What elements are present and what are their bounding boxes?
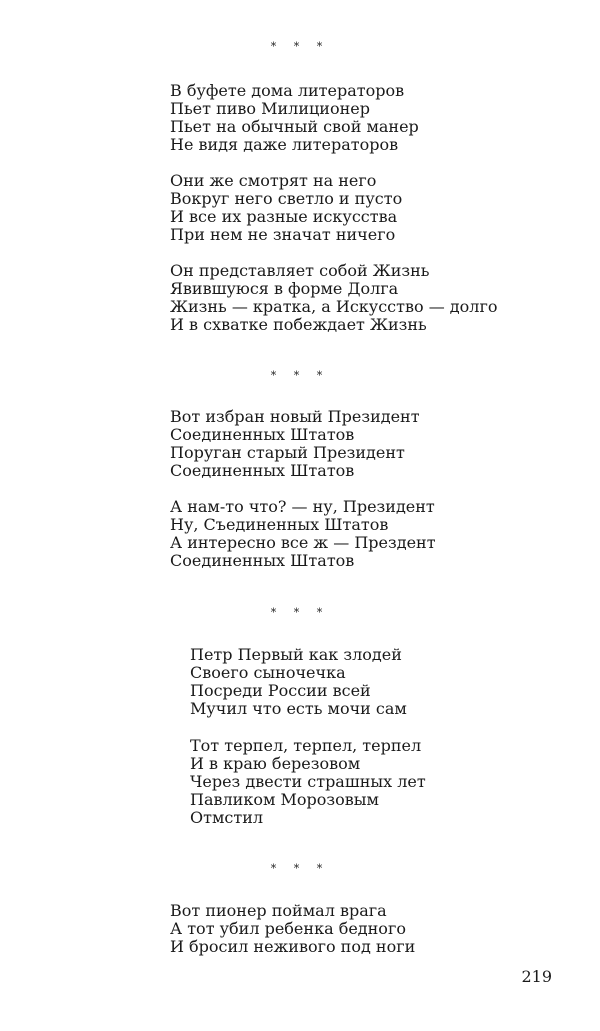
poem-line: А интересно все ж — Прездент xyxy=(170,533,436,552)
poem-line: Пьет пиво Милиционер xyxy=(170,99,370,118)
poem-line: Он представляет собой Жизнь xyxy=(170,261,430,280)
poem1-stanza1 xyxy=(170,82,419,154)
poem-line: Соединенных Штатов xyxy=(170,425,355,444)
poem-line: Вокруг него светло и пусто xyxy=(170,189,403,208)
poem-line: А нам-то что? — ну, Президент xyxy=(170,497,435,516)
poem1-stanza2 xyxy=(170,172,402,244)
section-separator: * * * xyxy=(270,369,330,382)
section-separator: * * * xyxy=(270,862,330,875)
poem-line: А тот убил ребенка бедного xyxy=(170,919,406,938)
section-separator: * * * xyxy=(270,40,330,53)
poem-line: При нем не значат ничего xyxy=(170,225,396,244)
poem-line: И в схватке побеждает Жизнь xyxy=(170,315,427,334)
poem-line: Своего сыночечка xyxy=(190,663,346,682)
poem-line: Вот избран новый Президент xyxy=(170,407,420,426)
poem1-stanza3 xyxy=(170,262,497,334)
poem-line: Павликом Морозовым xyxy=(190,790,379,809)
poem-line: И в краю березовом xyxy=(190,754,361,773)
poem-line: Посреди России всей xyxy=(190,681,371,700)
poem-line: Пьет на обычный свой манер xyxy=(170,117,419,136)
poem3-stanza1 xyxy=(190,646,407,718)
poem-line: И все их разные искусства xyxy=(170,207,398,226)
poem-line: Мучил что есть мочи сам xyxy=(190,699,407,718)
poem-line: Явившуюся в форме Долга xyxy=(170,279,399,298)
poem-line: Ну, Съединенных Штатов xyxy=(170,515,389,534)
poem-line: В буфете дома литераторов xyxy=(170,81,405,100)
poem4-stanza1 xyxy=(170,902,415,956)
poem-line: И бросил неживого под ноги xyxy=(170,937,416,956)
poem-line: Они же смотрят на него xyxy=(170,171,377,190)
poem-line: Отмстил xyxy=(190,808,264,827)
poem-line: Тот терпел, терпел, терпел xyxy=(190,736,422,755)
poem3-stanza2 xyxy=(190,737,426,827)
poem-line: Не видя даже литераторов xyxy=(170,135,399,154)
poem-line: Через двести страшных лет xyxy=(190,772,426,791)
section-separator: * * * xyxy=(270,606,330,619)
poem2-stanza2 xyxy=(170,498,436,570)
poem-line: Соединенных Штатов xyxy=(170,551,355,570)
page-number: 219 xyxy=(521,967,552,986)
poem-line: Жизнь — кратка, а Искусство — долго xyxy=(170,297,498,316)
poem2-stanza1 xyxy=(170,408,420,480)
poem-line: Петр Первый как злодей xyxy=(190,645,402,664)
poem-line: Соединенных Штатов xyxy=(170,461,355,480)
poem-line: Вот пионер поймал врага xyxy=(170,901,387,920)
poem-line: Поруган старый Президент xyxy=(170,443,405,462)
